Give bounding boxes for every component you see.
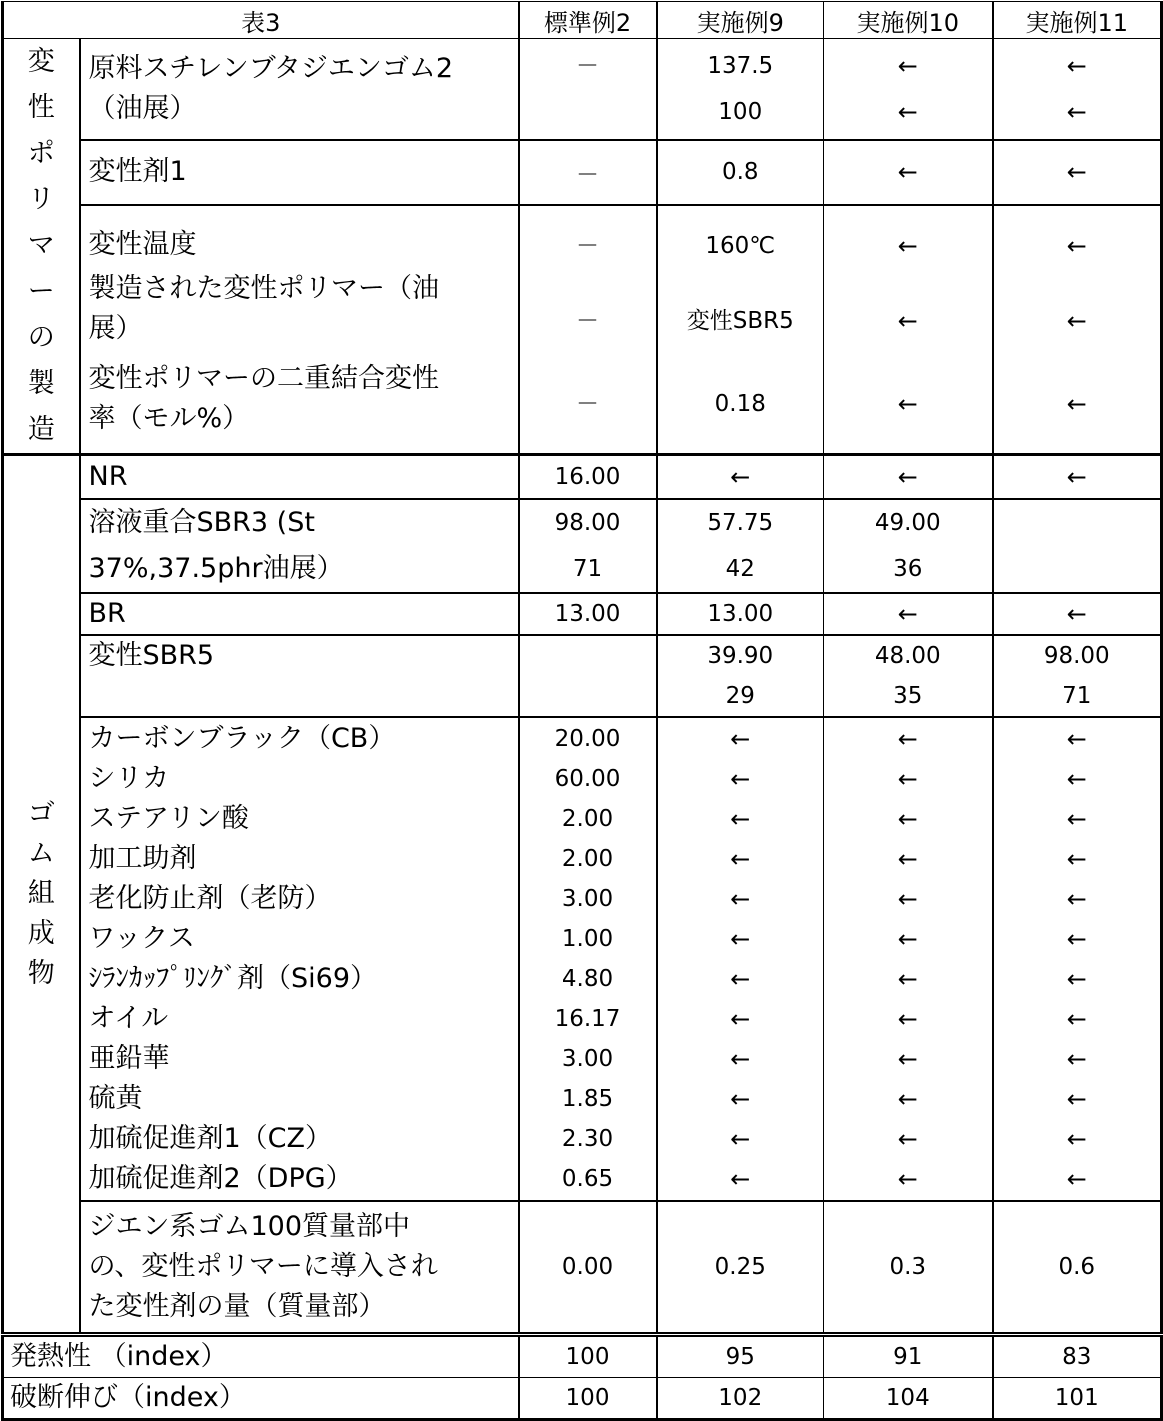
- item-modifier-1: 変性剤1: [80, 140, 519, 205]
- list-item: ステアリン酸: [88, 802, 249, 834]
- table-row-br: [3, 593, 1162, 635]
- table-row-solution-sbr3: [3, 499, 1162, 593]
- list-item: ｼﾗﾝｶｯﾌﾟﾘﾝｸﾞ剤（Si69）: [88, 962, 377, 994]
- composition-table: [1, 1, 1163, 1421]
- cell-value: －: [519, 140, 657, 205]
- cell-value: 49.00 36: [824, 499, 993, 593]
- table-row-nr: [3, 455, 1162, 499]
- item-nr: NR: [80, 455, 519, 499]
- cell-value: 0.6: [993, 1201, 1162, 1335]
- cell-value: ←: [993, 140, 1162, 205]
- cell-value: ←: [824, 455, 993, 499]
- cell-value: ←: [824, 140, 993, 205]
- cell-value: [519, 635, 657, 717]
- cell-value: 137.5 100: [657, 39, 824, 141]
- cell-values-standard-2: 20.00 60.00 2.00 2.00 3.00 1.00 4.80 16.17 3.00 1.85 2.30 0.65: [519, 717, 657, 1201]
- section-label-rubber-composition: ゴム組成物: [3, 455, 80, 1335]
- cell-value: － － －: [519, 205, 657, 455]
- result-label-heat-generation: 発熱性 （index）: [3, 1335, 519, 1378]
- cell-value: 57.75 42: [657, 499, 824, 593]
- cell-value: ←: [993, 455, 1162, 499]
- list-item: 老化防止剤（老防）: [88, 882, 332, 914]
- item-additives-list: [80, 717, 519, 1201]
- cell-value: 100: [519, 1335, 657, 1378]
- list-item: シリカ: [88, 762, 170, 794]
- cell-value: 98.00 71: [993, 635, 1162, 717]
- table-row-raw-sbr2: [3, 39, 1162, 141]
- cell-value: 13.00: [657, 593, 824, 635]
- cell-values-example-10: ← ← ← ← ← ← ← ← ← ← ← ←: [824, 717, 993, 1201]
- cell-value: 0.00: [519, 1201, 657, 1335]
- item-modified-sbr5: 変性SBR5: [80, 635, 519, 717]
- list-item: オイル: [88, 1002, 169, 1034]
- item-modifier-amount: ジエン系ゴム100質量部中 の、変性ポリマーに導入され た変性剤の量（質量部）: [80, 1201, 519, 1335]
- cell-value: 0.8: [657, 140, 824, 205]
- cell-value: 160℃ 変性SBR5 0.18: [657, 205, 824, 455]
- cell-value: 83: [993, 1335, 1162, 1378]
- header-row: [3, 2, 1162, 39]
- table-row-modifier-amount: [3, 1201, 1162, 1335]
- cell-value: 16.00: [519, 455, 657, 499]
- list-item: 加硫促進剤1（CZ）: [88, 1122, 333, 1154]
- cell-value: ← ← ←: [993, 205, 1162, 455]
- cell-value: 0.25: [657, 1201, 824, 1335]
- section-label-polymer-production: 変性ポリマーの製造: [3, 39, 80, 455]
- table-row-modification-details: [3, 205, 1162, 455]
- cell-value: ←: [824, 593, 993, 635]
- cell-value: 95: [657, 1335, 824, 1378]
- table-row-heat-generation: [3, 1335, 1162, 1378]
- cell-value: ←: [993, 593, 1162, 635]
- cell-value: 0.3: [824, 1201, 993, 1335]
- cell-value: ← ←: [824, 39, 993, 141]
- column-header-standard-2: 標準例2: [519, 2, 657, 39]
- table-row-modifier-1: [3, 140, 1162, 205]
- table-row-additives: [3, 717, 1162, 1201]
- list-item: 亜鉛華: [88, 1042, 170, 1074]
- table-row-modified-sbr5: [3, 635, 1162, 717]
- cell-value: 100: [519, 1378, 657, 1420]
- cell-value: 39.90 29: [657, 635, 824, 717]
- cell-value: 48.00 35: [824, 635, 993, 717]
- cell-value: 102: [657, 1378, 824, 1420]
- cell-values-example-9: ← ← ← ← ← ← ← ← ← ← ← ←: [657, 717, 824, 1201]
- cell-value: 13.00: [519, 593, 657, 635]
- list-item: 加硫促進剤2（DPG）: [88, 1162, 353, 1194]
- list-item: 加工助剤: [88, 842, 197, 874]
- item-br: BR: [80, 593, 519, 635]
- table-title: 表3: [3, 2, 519, 39]
- cell-value: 91: [824, 1335, 993, 1378]
- list-item: 硫黄: [88, 1082, 143, 1114]
- result-label-elongation-at-break: 破断伸び（index）: [3, 1378, 519, 1420]
- list-item: ワックス: [88, 922, 195, 954]
- item-modification-details: 変性温度 製造された変性ポリマー（油 展） 変性ポリマーの二重結合変性 率（モル%）: [80, 205, 519, 455]
- column-header-example-9: 実施例9: [657, 2, 824, 39]
- cell-value: ←: [657, 455, 824, 499]
- cell-value: －: [519, 39, 657, 141]
- item-solution-sbr3: 溶液重合SBR3 (St 37%,37.5phr油展）: [80, 499, 519, 593]
- cell-values-example-11: ← ← ← ← ← ← ← ← ← ← ← ←: [993, 717, 1162, 1201]
- list-item: カーボンブラック（CB）: [88, 722, 396, 754]
- cell-value: ← ← ←: [824, 205, 993, 455]
- cell-value: ← ←: [993, 39, 1162, 141]
- item-raw-sbr2: 原料スチレンブタジエンゴム2 （油展）: [80, 39, 519, 141]
- column-header-example-10: 実施例10: [824, 2, 993, 39]
- cell-value: 104: [824, 1378, 993, 1420]
- column-header-example-11: 実施例11: [993, 2, 1162, 39]
- cell-value: [993, 499, 1162, 593]
- cell-value: 98.00 71: [519, 499, 657, 593]
- cell-value: 101: [993, 1378, 1162, 1420]
